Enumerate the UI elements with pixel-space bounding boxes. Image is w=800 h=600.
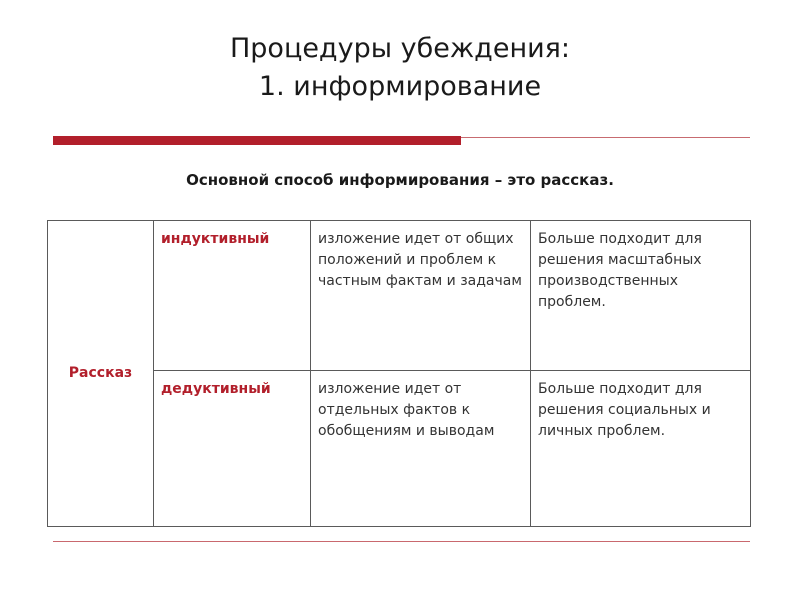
method-description-cell: изложение идет от отдельных фактов к обобщениям и выводам <box>311 371 531 527</box>
slide-title-line-1: Процедуры убеждения: <box>229 33 571 64</box>
method-suitability-cell: Больше подходит для решения масштабных производственных проблем. <box>531 221 751 371</box>
title-divider-thick <box>53 136 461 145</box>
table-row <box>48 221 751 371</box>
footer-divider <box>53 541 750 542</box>
title-divider-thin <box>461 137 750 138</box>
method-suitability-cell: Больше подходит для решения социальных и личных проблем. <box>531 371 751 527</box>
category-cell: Рассказ <box>48 221 154 527</box>
persuasion-table <box>47 220 751 527</box>
slide-title-line-2: 1. информирование <box>258 71 542 102</box>
method-type-cell: дедуктивный <box>154 371 311 527</box>
method-type-cell: индуктивный <box>154 221 311 371</box>
slide-title <box>0 30 800 106</box>
table-row <box>48 371 751 527</box>
subtitle: Основной способ информирования – это рассказ. <box>186 171 614 189</box>
method-description-cell: изложение идет от общих положений и проблем к частным фактам и задачам <box>311 221 531 371</box>
